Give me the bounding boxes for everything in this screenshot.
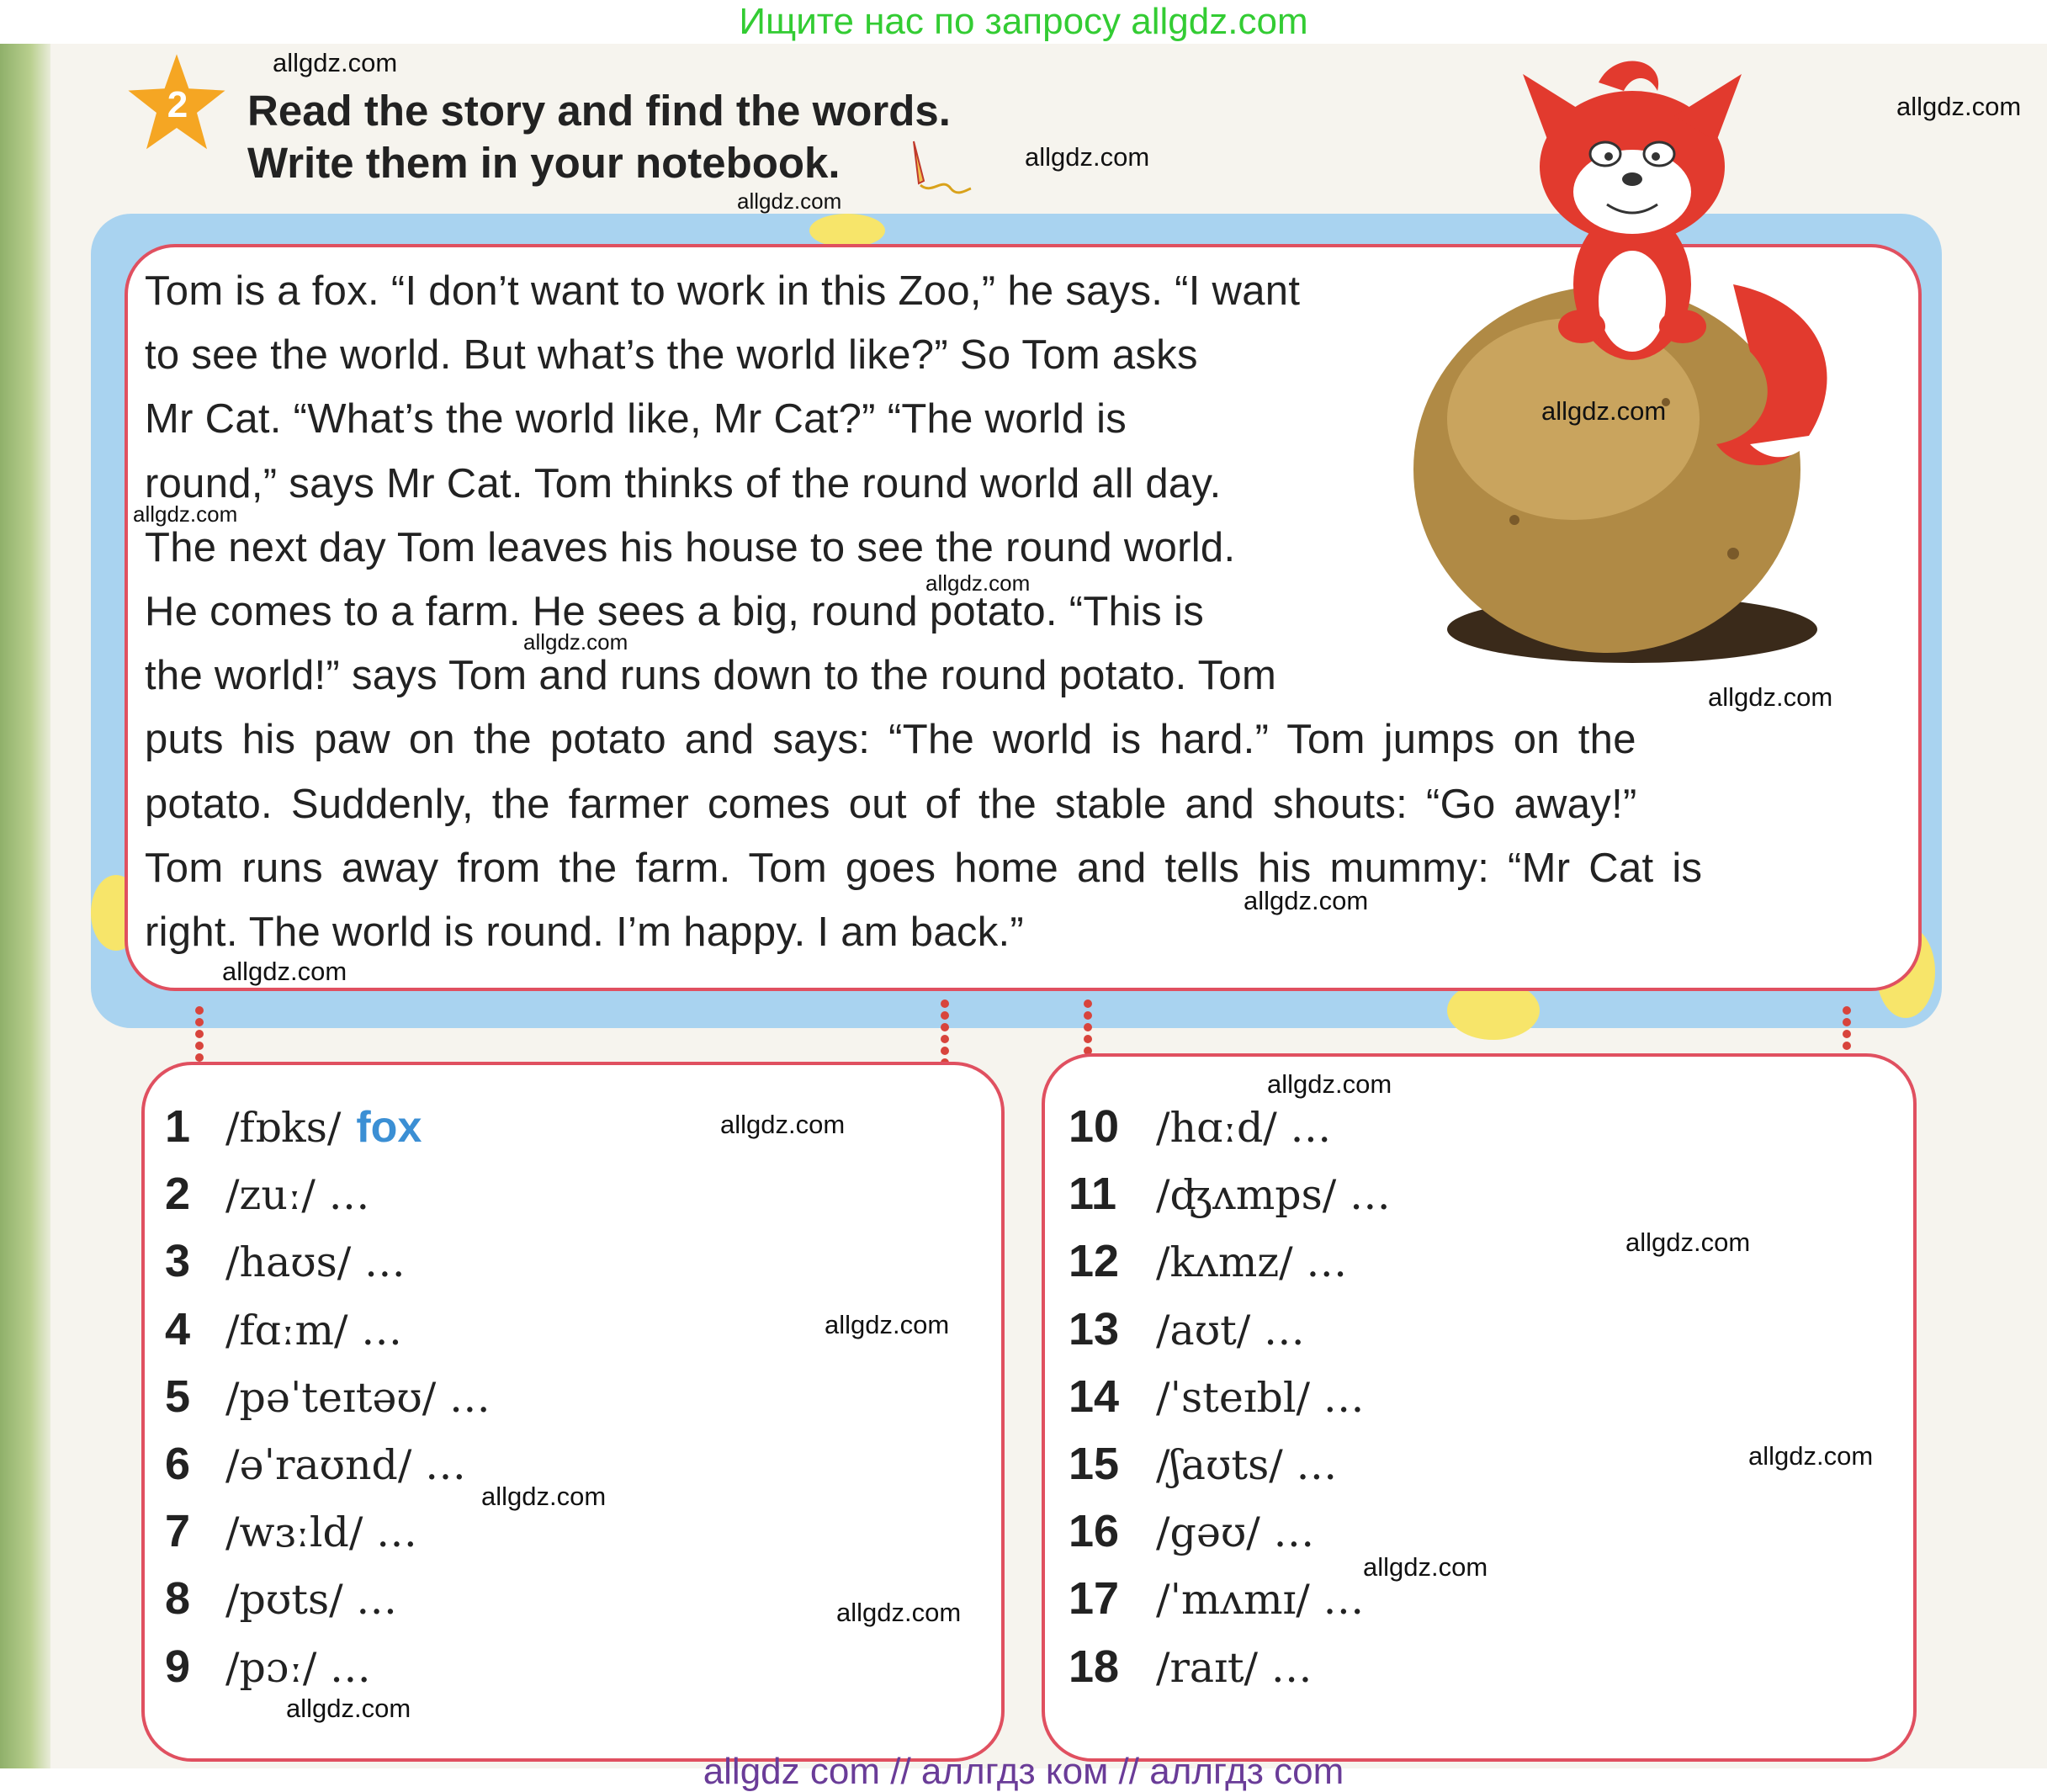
word-row bbox=[165, 1303, 402, 1355]
story-line: to see the world. But what’s the world like?” So Tom asks bbox=[145, 332, 1198, 379]
story-line: He comes to a farm. He sees a big, round potato. “This is bbox=[145, 589, 1204, 634]
word-number: 15 bbox=[1069, 1439, 1120, 1489]
page-spine bbox=[0, 44, 50, 1768]
story-line: round,” says Mr Cat. Tom thinks of the round world all day. bbox=[145, 460, 1222, 506]
word-number: 2 bbox=[165, 1169, 191, 1220]
word-row bbox=[165, 1100, 422, 1153]
word-transcription: /wɜːld/ … bbox=[225, 1508, 418, 1557]
story-line: The next day Tom leaves his house to see the round world. bbox=[145, 524, 1236, 570]
watermark: allgdz.com bbox=[1267, 1069, 1392, 1099]
watermark: allgdz.com bbox=[523, 629, 628, 655]
story-line: Tom runs away from the farm. Tom goes home and tells his mummy: “Mr Cat is bbox=[145, 845, 1703, 891]
bottom-banner[interactable]: allgdz com // аллгдз ком // аллгдз com bbox=[703, 1751, 1344, 1792]
word-transcription: /kʌmz/ … bbox=[1156, 1238, 1348, 1287]
word-transcription: /haʊs/ … bbox=[225, 1238, 406, 1287]
watermark: allgdz.com bbox=[133, 501, 238, 527]
watermark: allgdz.com bbox=[737, 188, 842, 214]
word-row bbox=[165, 1371, 491, 1423]
word-row bbox=[1069, 1235, 1347, 1287]
watermark: allgdz.com bbox=[925, 570, 1031, 596]
word-transcription: /fɑːm/ … bbox=[225, 1306, 403, 1355]
watermark: allgdz.com bbox=[1025, 142, 1150, 172]
word-row bbox=[165, 1572, 397, 1625]
story-line: Tom is a fox. “I don’t want to work in this Zoo,” he says. “I want bbox=[145, 268, 1301, 314]
word-transcription: /zuː/ … bbox=[225, 1171, 370, 1220]
word-transcription: /ʃaʊts/ … bbox=[1156, 1441, 1338, 1489]
watermark: allgdz.com bbox=[1541, 396, 1667, 426]
watermark: allgdz.com bbox=[720, 1110, 846, 1139]
word-number: 6 bbox=[165, 1439, 191, 1489]
word-number: 8 bbox=[165, 1573, 191, 1625]
word-row bbox=[1069, 1371, 1365, 1423]
word-row bbox=[1069, 1168, 1391, 1220]
word-number: 14 bbox=[1069, 1371, 1120, 1422]
watermark: allgdz.com bbox=[1748, 1441, 1874, 1471]
word-transcription: /pʊts/ … bbox=[225, 1576, 398, 1625]
word-number: 1 bbox=[165, 1101, 191, 1152]
word-row bbox=[1069, 1100, 1331, 1153]
word-transcription: /gəʊ/ … bbox=[1156, 1508, 1315, 1557]
word-transcription: /ˈmʌmɪ/ … bbox=[1156, 1576, 1365, 1625]
word-number: 4 bbox=[165, 1303, 191, 1355]
word-number: 7 bbox=[165, 1506, 191, 1557]
word-transcription: /pɔː/ … bbox=[225, 1643, 371, 1692]
watermark: allgdz.com bbox=[286, 1694, 411, 1723]
story-line: the world!” says Tom and runs down to the round potato. Tom bbox=[145, 653, 1277, 699]
word-row bbox=[1069, 1505, 1314, 1557]
word-transcription: /aʊt/ … bbox=[1156, 1306, 1305, 1355]
watermark: allgdz.com bbox=[1363, 1552, 1488, 1582]
word-number: 13 bbox=[1069, 1303, 1120, 1355]
word-row bbox=[1069, 1303, 1305, 1355]
watermark: allgdz.com bbox=[222, 957, 347, 986]
word-number: 11 bbox=[1069, 1169, 1117, 1220]
word-number: 3 bbox=[165, 1236, 191, 1287]
word-answer: fox bbox=[356, 1103, 422, 1152]
watermark: allgdz.com bbox=[1708, 682, 1833, 712]
watermark: allgdz.com bbox=[1625, 1227, 1751, 1257]
exercise-number: 2 bbox=[167, 84, 188, 125]
top-banner[interactable]: Ищите нас по запросу allgdz.com bbox=[739, 1, 1308, 42]
watermark: allgdz.com bbox=[1896, 92, 2022, 121]
word-transcription: /ˈsteɪbl/ … bbox=[1156, 1373, 1365, 1422]
word-number: 5 bbox=[165, 1371, 191, 1422]
word-transcription: /hɑːd/ … bbox=[1156, 1104, 1332, 1152]
word-row bbox=[1069, 1438, 1337, 1490]
fox-on-potato-illustration bbox=[1413, 49, 1885, 688]
instruction-line-2: Write them in your notebook. bbox=[247, 139, 841, 187]
word-number: 12 bbox=[1069, 1236, 1120, 1287]
story-line: potato. Suddenly, the farmer comes out of the stable and shouts: “Go away!” bbox=[145, 781, 1637, 827]
word-transcription: /əˈraʊnd/ … bbox=[225, 1441, 467, 1489]
word-transcription: /raɪt/ … bbox=[1156, 1643, 1313, 1692]
watermark: allgdz.com bbox=[481, 1482, 607, 1511]
instruction-line-1: Read the story and find the words. bbox=[247, 87, 951, 135]
word-row bbox=[1069, 1641, 1313, 1693]
word-number: 10 bbox=[1069, 1101, 1120, 1152]
word-row bbox=[1069, 1572, 1364, 1625]
decor-dot bbox=[809, 214, 885, 247]
watermark: allgdz.com bbox=[836, 1598, 962, 1627]
word-row bbox=[165, 1438, 466, 1490]
word-row bbox=[165, 1235, 406, 1287]
story-line: puts his paw on the potato and says: “The world is hard.” Tom jumps on the bbox=[145, 717, 1636, 763]
word-transcription: /pəˈteɪtəʊ/ … bbox=[225, 1373, 491, 1422]
story-line: right. The world is round. I’m happy. I am back.” bbox=[145, 909, 1025, 955]
word-number: 16 bbox=[1069, 1506, 1120, 1557]
word-number: 9 bbox=[165, 1641, 191, 1692]
word-number: 17 bbox=[1069, 1573, 1120, 1625]
word-row bbox=[165, 1168, 369, 1220]
watermark: allgdz.com bbox=[825, 1310, 950, 1339]
watermark: allgdz.com bbox=[273, 48, 398, 77]
word-number: 18 bbox=[1069, 1641, 1120, 1692]
word-transcription: /ʤʌmps/ … bbox=[1156, 1171, 1391, 1220]
pencil-icon bbox=[899, 135, 974, 202]
watermark: allgdz.com bbox=[1244, 886, 1369, 915]
word-row bbox=[165, 1505, 417, 1557]
word-row bbox=[165, 1641, 371, 1693]
word-transcription: /fɒks/ bbox=[225, 1104, 342, 1152]
story-line: Mr Cat. “What’s the world like, Mr Cat?” “The world is bbox=[145, 396, 1127, 443]
